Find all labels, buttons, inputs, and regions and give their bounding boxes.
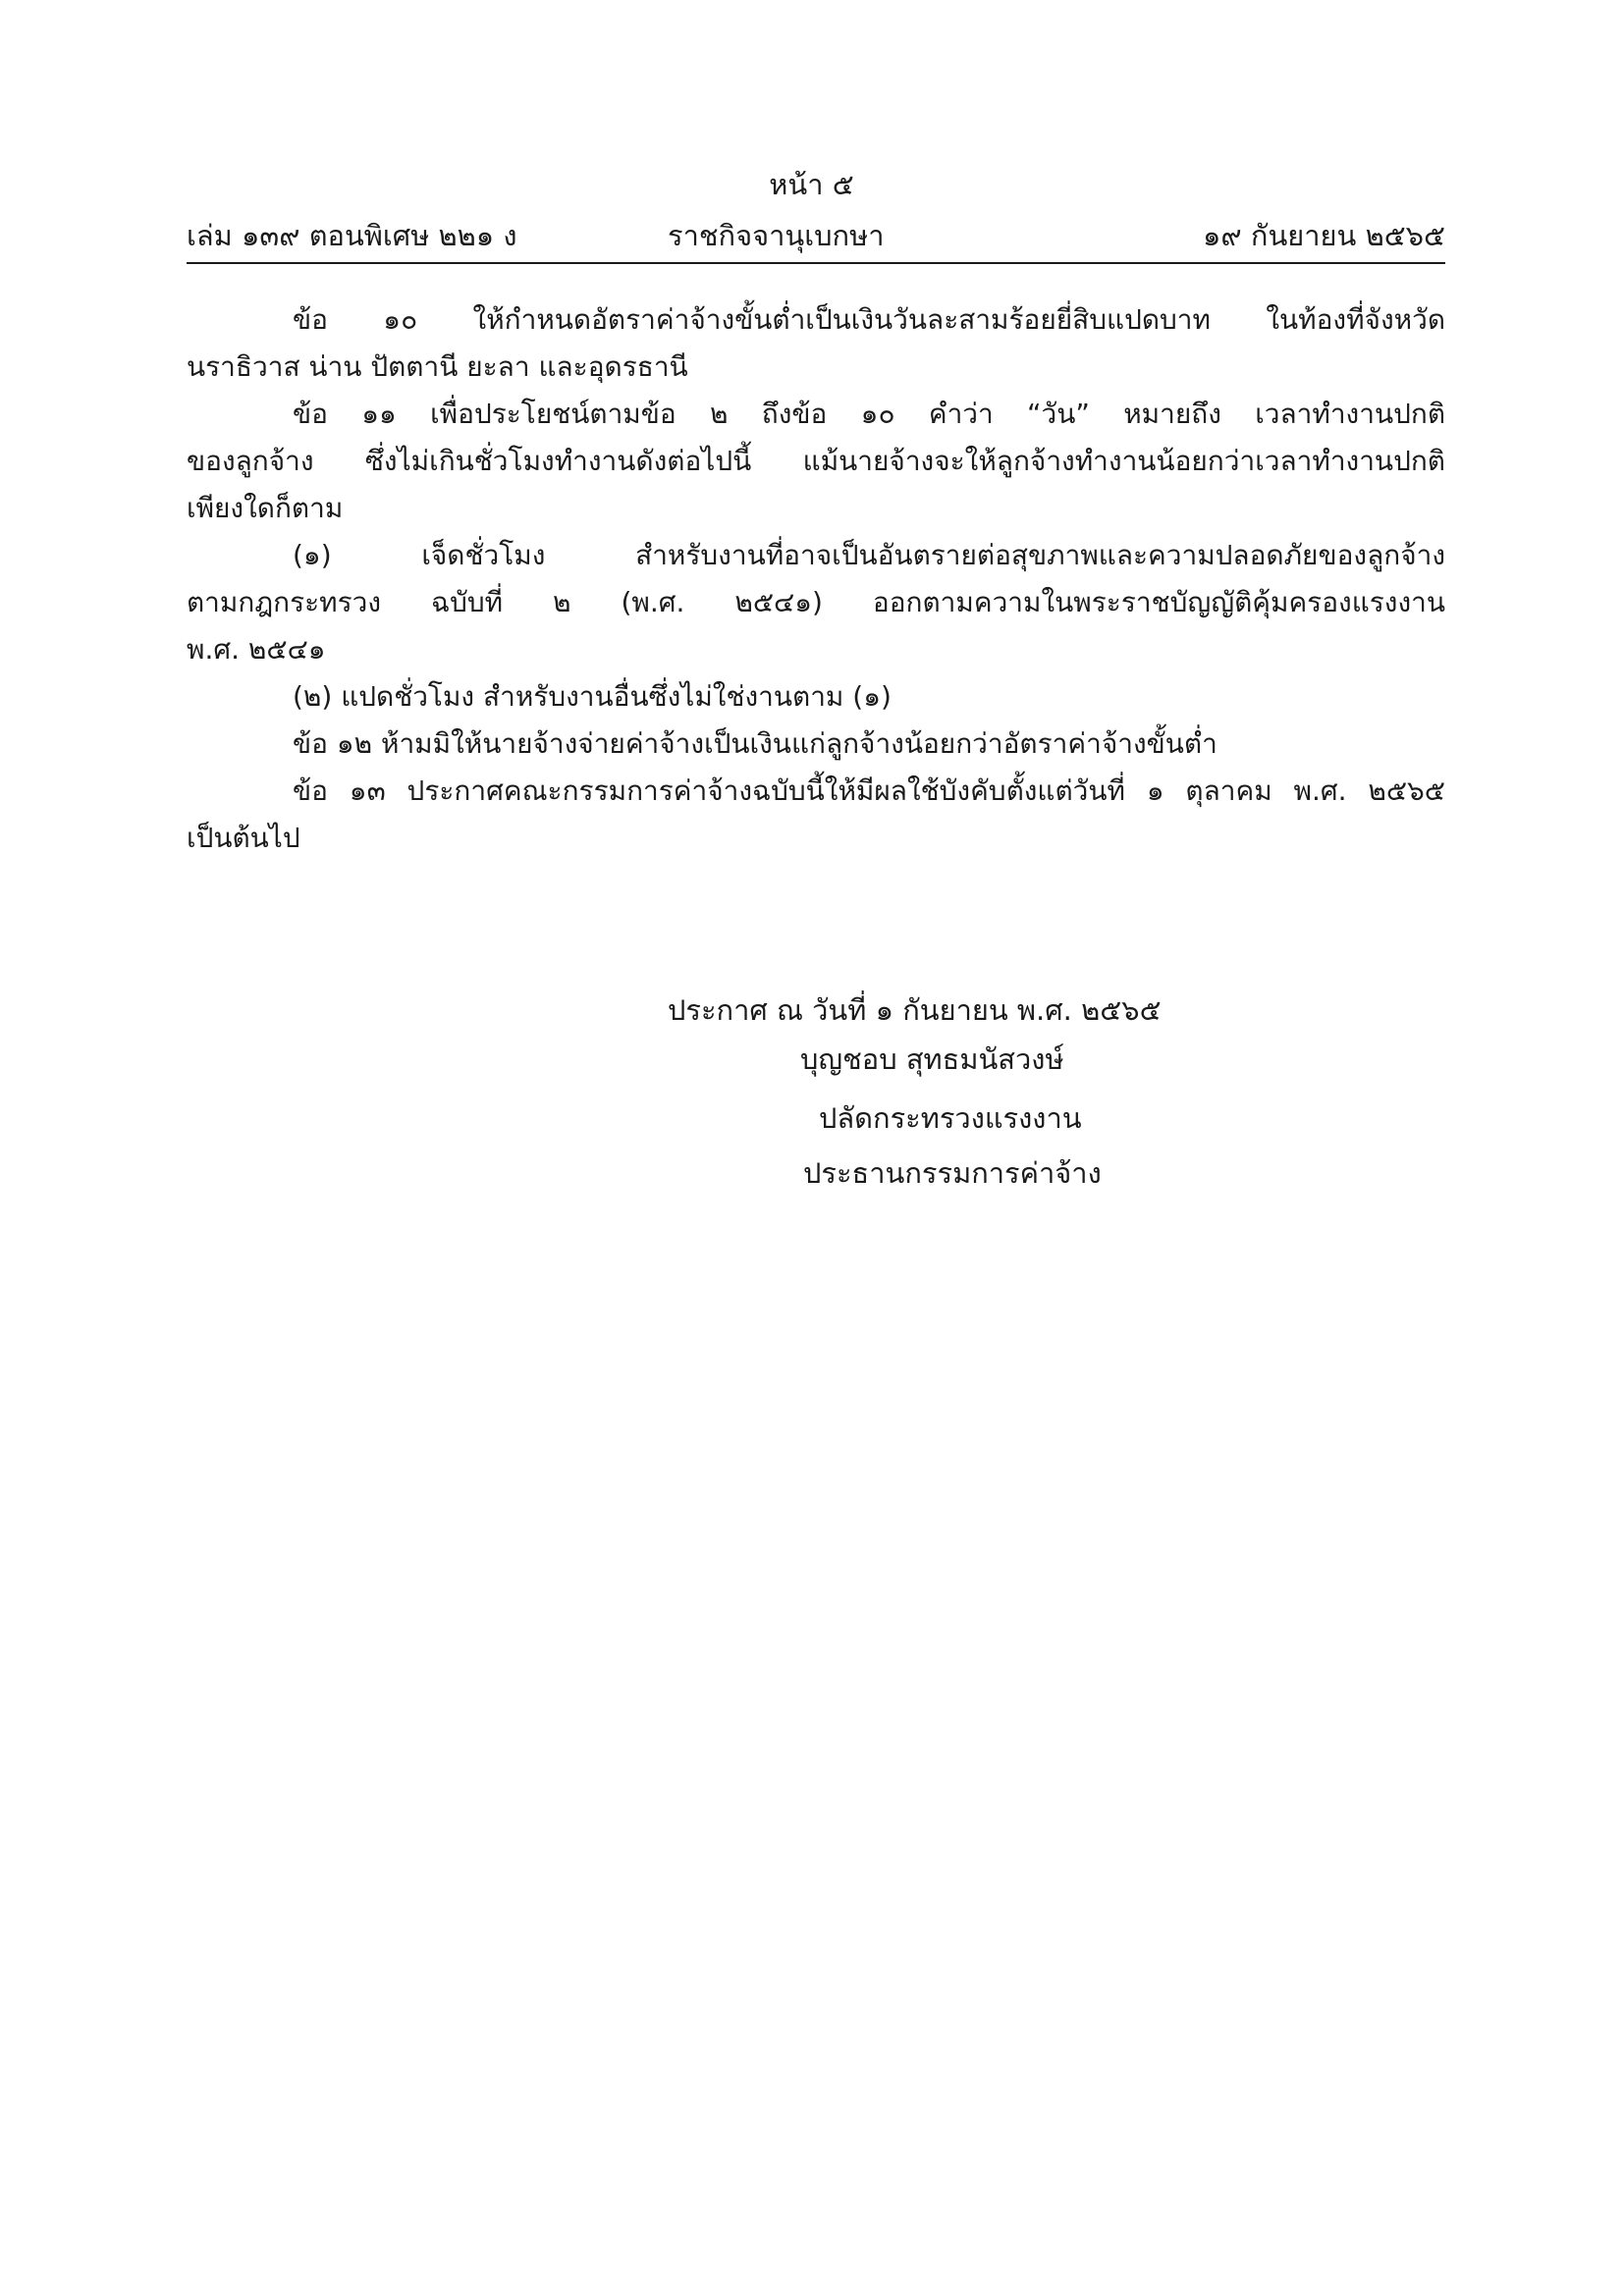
- clause-13-line-2: เป็นต้นไป: [187, 822, 300, 854]
- clause-11-item-2: (๒) แปดชั่วโมง สำหรับงานอื่นซึ่งไม่ใช่งานตาม (๑): [293, 680, 892, 713]
- clause-11-line-1: ข้อ ๑๑ เพื่อประโยชน์ตามข้อ ๒ ถึงข้อ ๑๐ คำว่า “วัน” หมายถึง เวลาทำงานปกติ: [293, 398, 1445, 430]
- announcement-date: ประกาศ ณ วันที่ ๑ กันยายน พ.ศ. ๒๕๖๕: [668, 993, 1162, 1027]
- clause-11-item-1-line-2: ตามกฎกระทรวง ฉบับที่ ๒ (พ.ศ. ๒๕๔๑) ออกตามความในพระราชบัญญัติคุ้มครองแรงงาน: [187, 586, 1445, 618]
- publication-name: ราชกิจจานุเบกษา: [668, 219, 885, 252]
- clause-13-line-1: ข้อ ๑๓ ประกาศคณะกรรมการค่าจ้างฉบับนี้ให้มีผลใช้บังคับตั้งแต่วันที่ ๑ ตุลาคม พ.ศ. ๒๕๖๕: [293, 774, 1445, 807]
- signatory-name: บุญชอบ สุทธมนัสวงษ์: [800, 1042, 1064, 1076]
- clause-11-item-1-line-1: (๑) เจ็ดชั่วโมง สำหรับงานที่อาจเป็นอันตรายต่อสุขภาพและความปลอดภัยของลูกจ้าง: [293, 539, 1445, 571]
- header-divider: [187, 262, 1445, 264]
- signatory-position-1: ปลัดกระทรวงแรงงาน: [819, 1101, 1082, 1135]
- clause-11-item-1-line-3: พ.ศ. ๒๕๔๑: [187, 633, 326, 666]
- page-number: หน้า ๕: [769, 168, 854, 201]
- clause-12: ข้อ ๑๒ ห้ามมิให้นายจ้างจ่ายค่าจ้างเป็นเงินแก่ลูกจ้างน้อยกว่าอัตราค่าจ้างขั้นต่ำ: [293, 727, 1217, 760]
- clause-10-line-2: นราธิวาส น่าน ปัตตานี ยะลา และอุดรธานี: [187, 350, 688, 383]
- announcement-body: [187, 296, 1445, 862]
- volume-issue: เล่ม ๑๓๙ ตอนพิเศษ ๒๒๑ ง: [187, 219, 517, 252]
- publication-date: ๑๙ กันยายน ๒๕๖๕: [1203, 219, 1445, 252]
- signatory-position-2: ประธานกรรมการค่าจ้าง: [803, 1156, 1102, 1190]
- gazette-header-row: [187, 214, 1445, 257]
- clause-11-line-3: เพียงใดก็ตาม: [187, 492, 344, 524]
- clause-10-line-1: ข้อ ๑๐ ให้กำหนดอัตราค่าจ้างขั้นต่ำเป็นเงินวันละสามร้อยยี่สิบแปดบาท ในท้องที่จังหวัด: [293, 303, 1445, 336]
- clause-11-line-2: ของลูกจ้าง ซึ่งไม่เกินชั่วโมงทำงานดังต่อไปนี้ แม้นายจ้างจะให้ลูกจ้างทำงานน้อยกว่าเวลาทำงานปกติ: [187, 445, 1445, 477]
